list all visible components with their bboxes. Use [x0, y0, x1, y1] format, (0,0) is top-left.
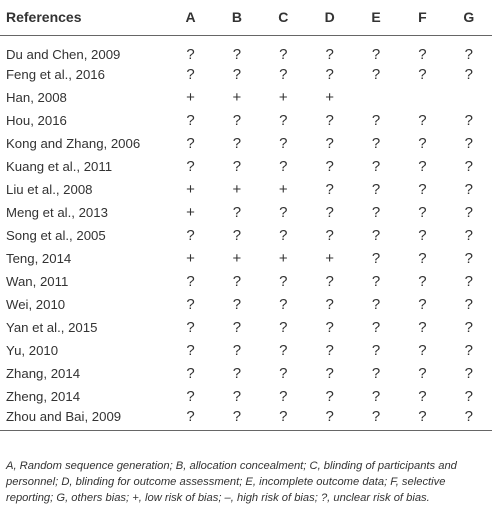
reference-cell: Yan et al., 2015 [6, 319, 98, 335]
rating-cell-f: ? [418, 111, 427, 129]
rating-cell-c: ? [279, 45, 288, 63]
rating-cell-b: ? [232, 65, 242, 83]
rating-cell-a: + [186, 203, 195, 221]
rating-cell-g: ? [464, 111, 473, 129]
reference-cell: Zhang, 2014 [6, 365, 81, 381]
rating-cell-c: ? [279, 65, 288, 83]
rating-cell-c: ? [279, 272, 288, 290]
rating-cell-d: ? [325, 364, 334, 382]
rating-cell-a: ? [186, 364, 195, 382]
rating-cell-e: ? [371, 295, 381, 313]
rating-cell-e: ? [371, 65, 381, 83]
table-header [0, 0, 492, 35]
table-row [0, 270, 492, 293]
rating-cell-f: ? [418, 203, 427, 221]
table-row [0, 316, 492, 339]
rating-cell-e: ? [371, 272, 381, 290]
rating-cell-f [399, 86, 445, 109]
rating-cell-b: ? [232, 203, 242, 221]
rating-cell-e: ? [353, 408, 399, 431]
rating-cell-b: ? [232, 157, 242, 175]
rating-cell-a: ? [167, 408, 213, 431]
reference-cell: Wei, 2010 [6, 296, 66, 312]
table-row [0, 385, 492, 408]
rating-cell-c: + [278, 249, 288, 267]
rating-cell-d: ? [325, 157, 334, 175]
rating-cell-b: ? [232, 134, 242, 152]
rating-cell-d: + [325, 88, 335, 106]
rating-cell-d: ? [325, 318, 334, 336]
rating-cell-g: ? [464, 295, 473, 313]
rating-cell-g: ? [464, 387, 473, 405]
column-header-b: B [214, 0, 260, 35]
table-row [0, 63, 492, 86]
rating-cell-g: ? [464, 249, 473, 267]
rating-cell-c: ? [279, 364, 288, 382]
rating-cell-b: ? [232, 272, 242, 290]
table-row [0, 224, 492, 247]
rating-cell-e: ? [371, 157, 381, 175]
reference-cell: Hou, 2016 [6, 112, 67, 128]
column-header-a: A [167, 0, 213, 35]
rating-cell-f: ? [418, 180, 427, 198]
column-header-g: G [446, 0, 492, 35]
rating-cell-d: ? [306, 408, 352, 431]
rating-cell-d: ? [325, 180, 334, 198]
rating-cell-g: ? [464, 157, 473, 175]
reference-cell: Meng et al., 2013 [6, 204, 108, 220]
reference-cell: Song et al., 2005 [6, 227, 106, 243]
rating-cell-e: ? [371, 341, 381, 359]
rating-cell-c: + [278, 180, 288, 198]
rating-cell-b: ? [232, 226, 242, 244]
table-row [0, 86, 492, 109]
rating-cell-g: ? [464, 45, 473, 63]
rating-cell-g: ? [464, 180, 473, 198]
rating-cell-b: ? [232, 318, 242, 336]
rating-cell-c: ? [260, 408, 306, 431]
rating-cell-d: ? [325, 134, 334, 152]
table-row [0, 109, 492, 132]
rating-cell-e: ? [371, 387, 381, 405]
table-row [0, 155, 492, 178]
rating-cell-a: ? [186, 341, 195, 359]
reference-cell: Yu, 2010 [6, 342, 59, 358]
table-row [0, 247, 492, 270]
rating-cell-f: ? [399, 408, 445, 431]
rating-cell-a: ? [186, 65, 195, 83]
rating-cell-b: ? [232, 295, 242, 313]
rating-cell-c: + [278, 88, 288, 106]
table-row [0, 178, 492, 201]
rating-cell-e [353, 86, 399, 109]
rating-cell-f: ? [418, 364, 427, 382]
rating-cell-a: ? [186, 157, 195, 175]
rating-cell-d: ? [325, 387, 334, 405]
reference-cell: Zheng, 2014 [6, 388, 81, 404]
rating-cell-d: ? [325, 295, 334, 313]
rating-cell-d: ? [325, 45, 334, 63]
table-row [0, 35, 492, 63]
rating-cell-f: ? [418, 272, 427, 290]
rating-cell-d: ? [325, 65, 334, 83]
rating-cell-b: ? [232, 387, 242, 405]
rating-cell-c: ? [279, 318, 288, 336]
rating-cell-g: ? [464, 318, 473, 336]
reference-cell: Du and Chen, 2009 [6, 46, 121, 62]
column-header-e: E [353, 0, 399, 35]
rating-cell-b: + [232, 88, 242, 106]
rating-cell-e: ? [371, 249, 381, 267]
reference-cell: Zhou and Bai, 2009 [0, 408, 167, 431]
rating-cell-b: ? [232, 111, 242, 129]
rating-cell-c: ? [279, 111, 288, 129]
rating-cell-e: ? [371, 226, 381, 244]
table-row [0, 201, 492, 224]
reference-cell: Feng et al., 2016 [6, 66, 105, 82]
table-row [0, 362, 492, 385]
rating-cell-c: ? [279, 387, 288, 405]
rating-cell-f: ? [418, 157, 427, 175]
rating-cell-c: ? [279, 134, 288, 152]
reference-cell: Han, 2008 [6, 89, 67, 105]
rating-cell-f: ? [418, 318, 427, 336]
rating-cell-e: ? [371, 134, 381, 152]
rating-cell-f: ? [418, 226, 427, 244]
rating-cell-a: + [186, 88, 195, 106]
rating-cell-d: ? [325, 226, 334, 244]
rating-cell-e: ? [371, 111, 381, 129]
rating-cell-c: ? [279, 341, 288, 359]
rating-cell-g: ? [464, 272, 473, 290]
rating-cell-a: ? [186, 295, 195, 313]
rating-cell-b: ? [232, 364, 242, 382]
rating-cell-g: ? [464, 203, 473, 221]
rating-cell-f: ? [418, 295, 427, 313]
rating-cell-e: ? [371, 180, 381, 198]
table-row [0, 339, 492, 362]
rating-cell-a: ? [186, 387, 195, 405]
rating-cell-b: + [232, 249, 242, 267]
rating-cell-c: ? [279, 157, 288, 175]
column-header-f: F [399, 0, 445, 35]
rating-cell-g: ? [464, 364, 473, 382]
rating-cell-c: ? [279, 203, 288, 221]
rating-cell-b: ? [232, 341, 242, 359]
rating-cell-g [446, 86, 492, 109]
rating-cell-g: ? [464, 134, 473, 152]
column-header-references: References [0, 0, 167, 35]
rating-cell-g: ? [464, 65, 473, 83]
rating-cell-f: ? [418, 65, 427, 83]
rating-cell-b: + [232, 180, 242, 198]
column-header-d: D [306, 0, 352, 35]
table-row [0, 408, 492, 431]
column-header-c: C [260, 0, 306, 35]
table-footnote: A, Random sequence generation; B, allocation concealment; C, blinding of participants and personnel; D, blinding for outcome assessment; E, incomplete outcome data; F, selective reporting; G, others bias; +, low risk of bias; –, high risk of bias; ?, unclear risk of bias. [6, 460, 457, 504]
table-row [0, 293, 492, 316]
rating-cell-c: ? [279, 295, 288, 313]
rating-cell-e: ? [371, 45, 381, 63]
table-row [0, 132, 492, 155]
rating-cell-d: ? [325, 203, 334, 221]
rating-cell-g: ? [464, 226, 473, 244]
rating-cell-d: ? [325, 272, 334, 290]
rating-cell-c: ? [279, 226, 288, 244]
rating-cell-d: ? [325, 111, 334, 129]
rating-cell-a: + [186, 249, 195, 267]
rating-cell-e: ? [371, 318, 381, 336]
rating-cell-g: ? [446, 408, 492, 431]
table-body [0, 35, 492, 431]
rating-cell-a: ? [186, 272, 195, 290]
rating-cell-f: ? [418, 45, 427, 63]
rating-cell-f: ? [418, 249, 427, 267]
rating-cell-e: ? [371, 364, 381, 382]
rating-cell-a: ? [186, 111, 195, 129]
rating-cell-a: ? [186, 45, 195, 63]
rating-cell-a: ? [186, 318, 195, 336]
rating-cell-f: ? [418, 341, 427, 359]
rating-cell-d: + [325, 249, 335, 267]
rating-cell-f: ? [418, 387, 427, 405]
rating-cell-f: ? [418, 134, 427, 152]
reference-cell: Kuang et al., 2011 [6, 158, 113, 174]
reference-cell: Liu et al., 2008 [6, 181, 93, 197]
reference-cell: Kong and Zhang, 2006 [6, 135, 141, 151]
rating-cell-b: ? [232, 45, 242, 63]
rating-cell-d: ? [325, 341, 334, 359]
rating-cell-e: ? [371, 203, 381, 221]
reference-cell: Wan, 2011 [6, 273, 69, 289]
rating-cell-g: ? [464, 341, 473, 359]
header-row [0, 0, 492, 35]
rating-cell-a: ? [186, 226, 195, 244]
rating-cell-b: ? [214, 408, 260, 431]
rating-cell-a: ? [186, 134, 195, 152]
rating-cell-a: + [186, 180, 195, 198]
reference-cell: Teng, 2014 [6, 250, 72, 266]
